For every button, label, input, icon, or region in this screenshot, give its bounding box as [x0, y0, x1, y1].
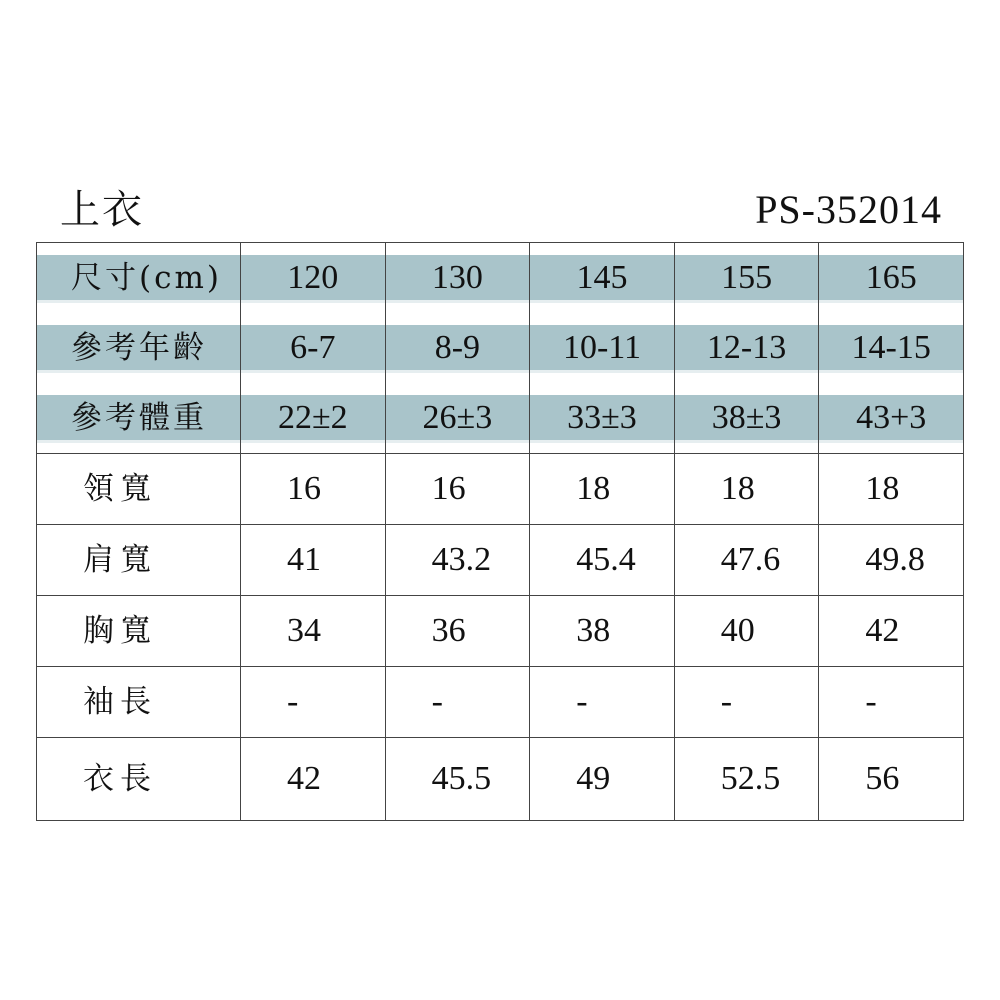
table-cell: 18	[819, 454, 964, 525]
page-title: 上衣	[60, 187, 144, 233]
table-cell: 52.5	[674, 738, 819, 821]
table-cell: 40	[674, 596, 819, 667]
row-label-cell: 袖長	[37, 667, 241, 738]
table-cell: 42	[819, 596, 964, 667]
header-cell: 130	[385, 243, 530, 314]
table-cell: 16	[241, 454, 386, 525]
header-row-weight	[37, 383, 964, 454]
table-cell: 38	[530, 596, 675, 667]
header-cell: 6-7	[241, 313, 386, 383]
table-cell: 49	[530, 738, 675, 821]
table-row	[37, 454, 964, 525]
header-label-cell: 參考年齡	[37, 313, 241, 383]
table-cell: 18	[530, 454, 675, 525]
row-label-cell: 衣長	[37, 738, 241, 821]
header-cell: 38±3	[674, 383, 819, 454]
table-cell: -	[819, 667, 964, 738]
header-cell: 43+3	[819, 383, 964, 454]
table-row	[37, 525, 964, 596]
header-cell: 120	[241, 243, 386, 314]
table-cell: 49.8	[819, 525, 964, 596]
table-cell: 41	[241, 525, 386, 596]
size-chart-table	[36, 242, 964, 821]
header-label-cell: 參考體重	[37, 383, 241, 454]
table-row	[37, 596, 964, 667]
table-cell: 45.4	[530, 525, 675, 596]
table-row	[37, 667, 964, 738]
table-cell: 47.6	[674, 525, 819, 596]
table-cell: 34	[241, 596, 386, 667]
header-cell: 8-9	[385, 313, 530, 383]
header-row-age	[37, 313, 964, 383]
table-cell: -	[241, 667, 386, 738]
header-cell: 165	[819, 243, 964, 314]
table-cell: 16	[385, 454, 530, 525]
table-cell: -	[385, 667, 530, 738]
table-cell: 45.5	[385, 738, 530, 821]
table-cell: -	[530, 667, 675, 738]
row-label-cell: 領寬	[37, 454, 241, 525]
header-label-cell: 尺寸(cm)	[37, 243, 241, 314]
header-cell: 10-11	[530, 313, 675, 383]
header-cell: 26±3	[385, 383, 530, 454]
header-row-size	[37, 243, 964, 314]
table-cell: 36	[385, 596, 530, 667]
header-cell: 14-15	[819, 313, 964, 383]
row-label-cell: 胸寬	[37, 596, 241, 667]
row-label-cell: 肩寬	[37, 525, 241, 596]
header-cell: 12-13	[674, 313, 819, 383]
table-row	[37, 738, 964, 821]
header-cell: 22±2	[241, 383, 386, 454]
product-code: PS-352014	[755, 187, 942, 232]
header-cell: 145	[530, 243, 675, 314]
table-cell: 43.2	[385, 525, 530, 596]
header-cell: 155	[674, 243, 819, 314]
table-cell: 18	[674, 454, 819, 525]
header-cell: 33±3	[530, 383, 675, 454]
table-cell: -	[674, 667, 819, 738]
table-cell: 42	[241, 738, 386, 821]
table-cell: 56	[819, 738, 964, 821]
